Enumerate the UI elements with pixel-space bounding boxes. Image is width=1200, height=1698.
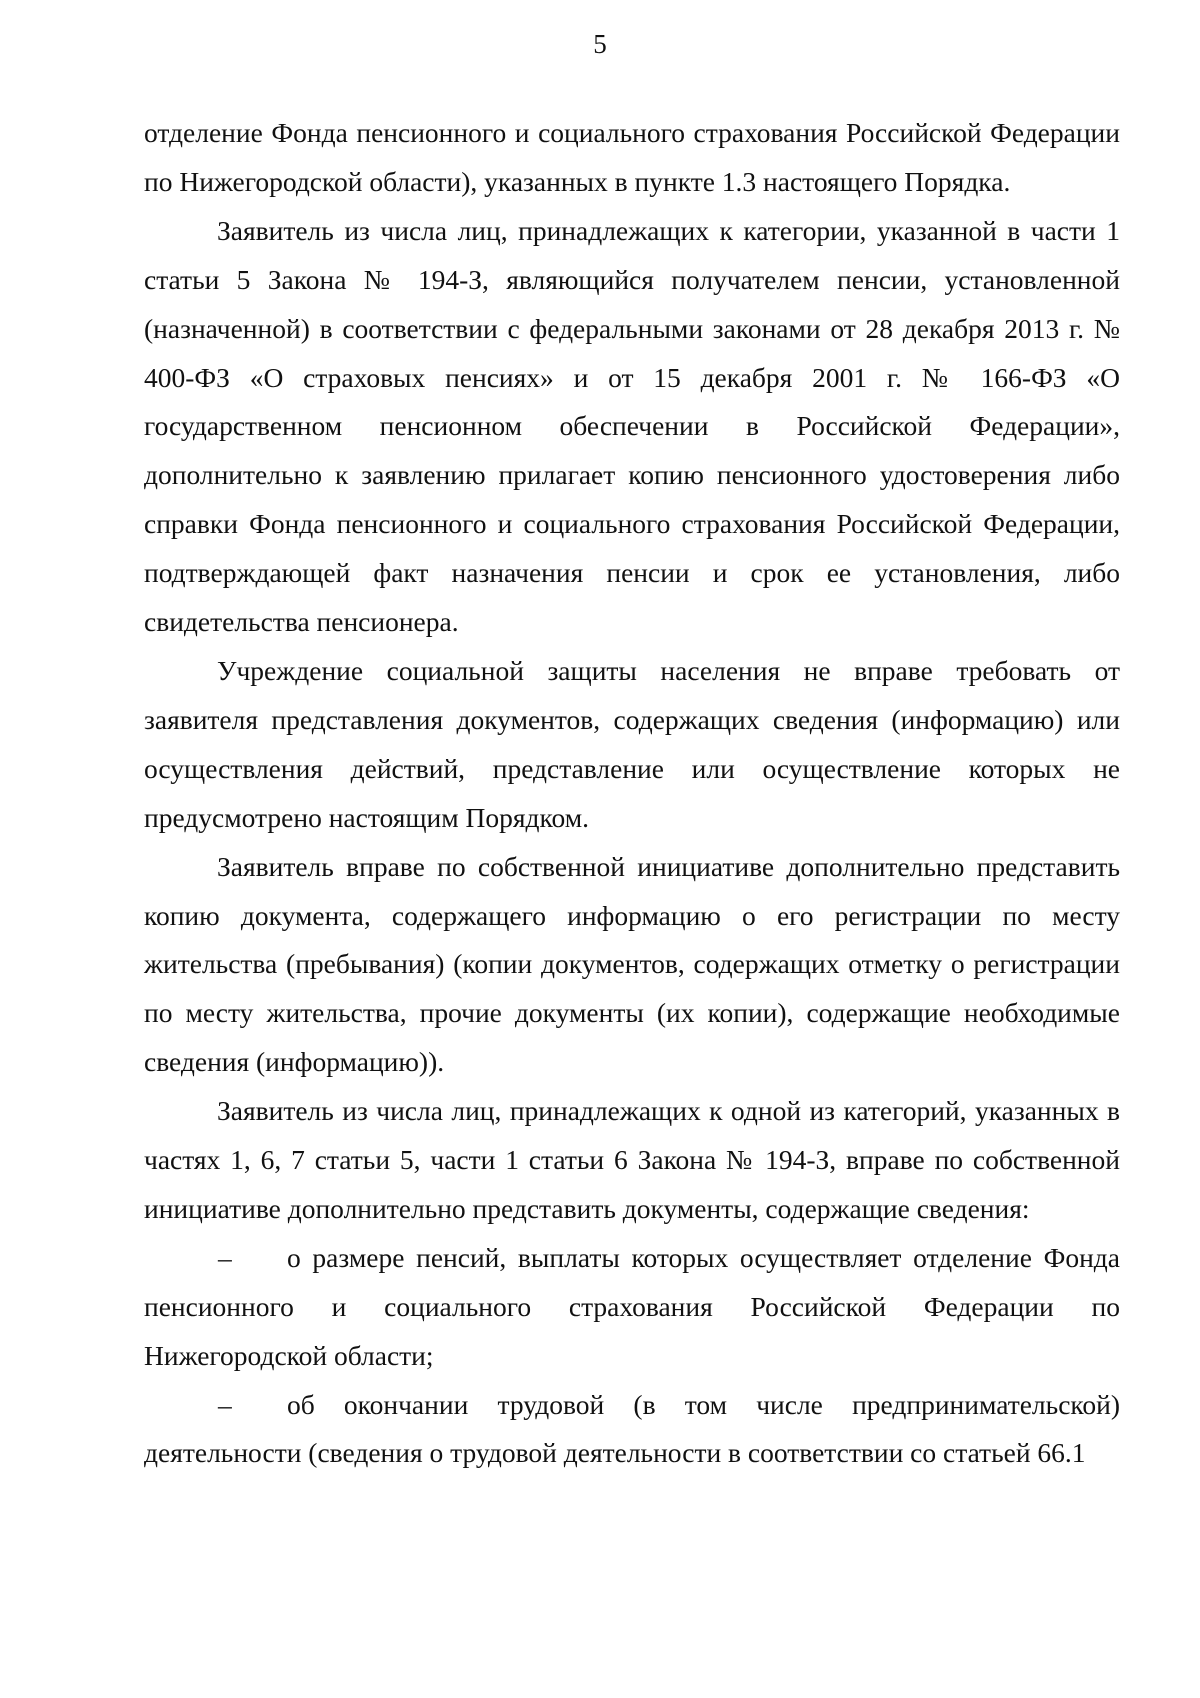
page-number: 5 [593, 29, 607, 59]
document-body [144, 109, 1120, 1478]
list-item-work-end [144, 1381, 1120, 1479]
paragraph-registration-documents: Заявитель вправе по собственной инициативе дополнительно представить копию документа, содержащего информацию о его регистрации по месту жительства (пребывания) (копии документов, содержащих отметку о регистрации по месту жительства, прочие документы (их копии), содержащие необходимые сведения (информацию)). [144, 850, 1120, 1078]
list-item-text: о размере пенсий, выплаты которых осуществляет отделение Фонда пенсионного и социального страхования Российской Федерации по Нижегородской области; [144, 1241, 1120, 1371]
paragraph-no-extra-documents: Учреждение социальной защиты населения не вправе требовать от заявителя представления документов, содержащих сведения (информацию) или осуществления действий, представление или осуществление которых не предусмотрено настоящим Порядком. [144, 654, 1120, 833]
dash-bullet: – [218, 1241, 232, 1273]
paragraph-optional-documents: Заявитель из числа лиц, принадлежащих к одной из категорий, указанных в частях 1, 6, 7 статьи 5, части 1 статьи 6 Закона № 194-З, вправе по собственной инициативе дополнительно представить документы, содержащие сведения: [144, 1095, 1120, 1224]
list-item-pension-size [144, 1234, 1120, 1381]
paragraph-pension-recipient: Заявитель из числа лиц, принадлежащих к категории, указанной в части 1 статьи 5 Закона № 194-З, являющийся получателем пенсии, установленной (назначенной) в соответствии с федеральными законами от 28 декабря 2013 г. № 400-ФЗ «О страховых пенсиях» и от 15 декабря 2001 г. № 166-ФЗ «О государственном пенсионном обеспечении в Российской Федерации», дополнительно к заявлению прилагает копию пенсионного удостоверения либо справки Фонда пенсионного и социального страхования Российской Федерации, подтверждающей факт назначения пенсии и срок ее установления, либо свидетельства пенсионера. [144, 214, 1120, 638]
dash-bullet: – [218, 1388, 232, 1420]
paragraph-continuation: отделение Фонда пенсионного и социального страхования Российской Федерации по Нижегородской области), указанных в пункте 1.3 настоящего Порядка. [144, 117, 1120, 197]
list-item-text: об окончании трудовой (в том числе предпринимательской) деятельности (сведения о трудовой деятельности в соответствии со статьей 66.1 [144, 1388, 1120, 1469]
